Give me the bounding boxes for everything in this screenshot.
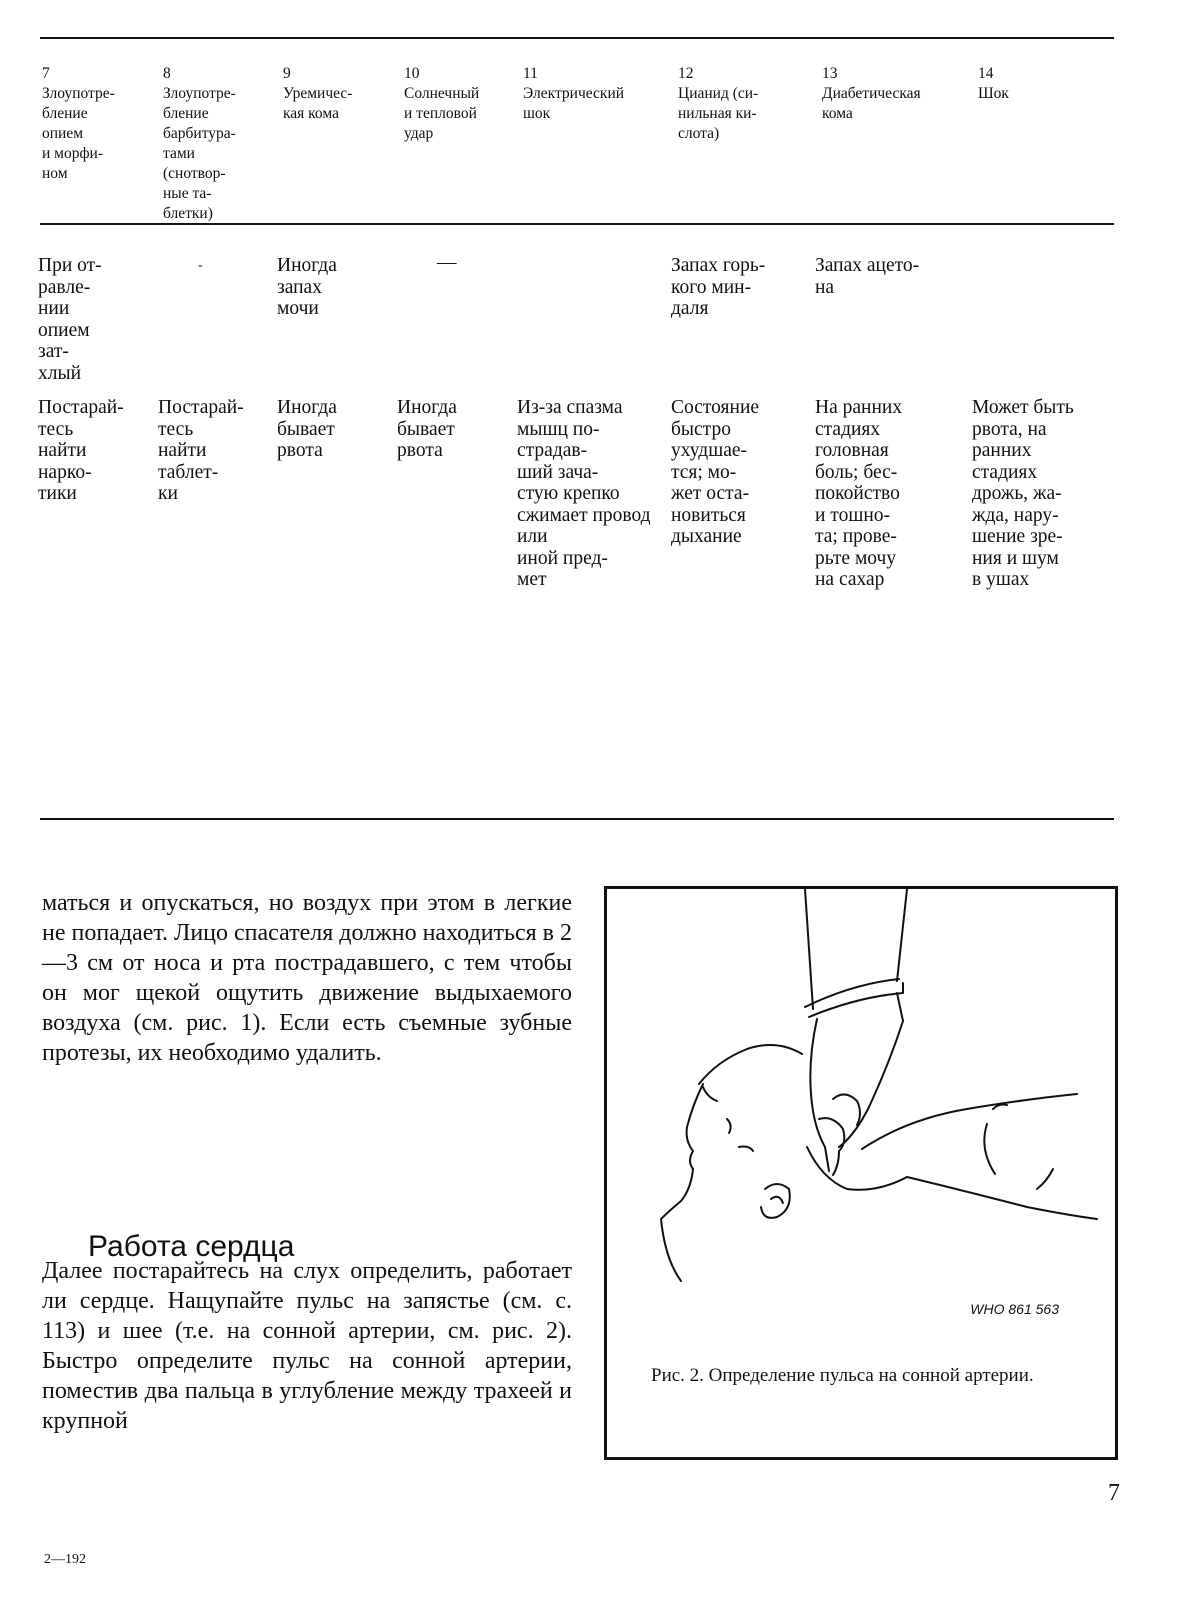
- column-header-13: [822, 44, 972, 124]
- table-cell-row1-col7: При от- равле- нии опием зат- хлый: [38, 255, 102, 384]
- table-cell-row2-col9: Иногда бывает рвота: [277, 397, 337, 461]
- column-title: Диабетическая кома: [822, 85, 921, 122]
- column-header-9: [283, 44, 398, 124]
- column-number: 13: [822, 65, 838, 82]
- column-title: Злоупотре- бление опием и морфи- ном: [42, 85, 115, 182]
- column-title: Уремичес- кая кома: [283, 85, 353, 122]
- column-title: Солнечный и тепловой удар: [404, 85, 480, 142]
- column-number: 11: [523, 65, 538, 82]
- page-number: 7: [1108, 1480, 1120, 1506]
- column-number: 7: [42, 65, 50, 82]
- column-number: 12: [678, 65, 694, 82]
- column-header-8: [163, 44, 278, 224]
- body-paragraph-2: Далее постарайтесь на слух определить, работает ли сердце. Нащупайте пульс на запястье (см. с. 113) и шее (т.е. на сонной артерии, см. рис. 2). Быстро определите пульс на сонной артерии, поместив два пальца в углубление между трахеей и крупной: [42, 1258, 572, 1434]
- footer-signature-code: 2—192: [44, 1552, 86, 1567]
- column-header-11: [523, 44, 673, 124]
- column-title: Электрический шок: [523, 85, 625, 122]
- figure-code: WHO 861 563: [970, 1301, 1059, 1317]
- column-title: Злоупотре- бление барбитура- тами (снотвор- ные та- блетки): [163, 85, 236, 222]
- table-cell-row2-col7: Постарай- тесь найти нарко- тики: [38, 397, 124, 504]
- table-cell-row2-col14: Может быть рвота, на ранних стадиях дрожь, жа- жда, нару- шение зре- ния и шум в ушах: [972, 397, 1074, 590]
- column-number: 14: [978, 65, 994, 82]
- body-paragraph-1: маться и опускаться, но воздух при этом в легкие не попадает. Лицо спасателя должно находиться в 2—3 см от носа и рта пострадавшего, с тем чтобы он мог щекой ощутить движение выдыхаемого воздуха (см. рис. 1). Если есть съемные зубные протезы, их необходимо удалить.: [42, 890, 572, 1066]
- figure-box: [604, 886, 1118, 1460]
- column-title: Цианид (си- нильная ки- слота): [678, 85, 759, 142]
- table-cell-row1-col12: Запах горь- кого мин- даля: [671, 255, 766, 319]
- table-top-rule: [40, 37, 1114, 39]
- column-header-14: [978, 44, 1108, 104]
- section-heading: Работа сердца: [88, 1230, 295, 1263]
- column-number: 9: [283, 65, 291, 82]
- table-cell-row2-col8: Постарай- тесь найти таблет- ки: [158, 397, 244, 504]
- column-number: 10: [404, 65, 420, 82]
- table-cell-row1-col8: -: [198, 258, 203, 273]
- column-number: 8: [163, 65, 171, 82]
- column-header-7: [42, 44, 160, 184]
- carotid-pulse-illustration: [607, 889, 1115, 1289]
- table-cell-row2-col12: Состояние быстро ухудшае- тся; мо- жет оста- новиться дыхание: [671, 397, 760, 547]
- table-cell-row1-col9: Иногда запах мочи: [277, 255, 337, 319]
- table-cell-row1-col13: Запах ацето- на: [815, 255, 920, 298]
- table-bottom-rule: [40, 818, 1114, 820]
- table-cell-row2-col10: Иногда бывает рвота: [397, 397, 457, 461]
- figure-caption: Рис. 2. Определение пульса на сонной артерии.: [651, 1365, 1034, 1386]
- table-cell-row1-col10: —: [437, 252, 457, 273]
- column-title: Шок: [978, 85, 1009, 102]
- column-header-12: [678, 44, 818, 144]
- table-cell-row2-col11: Из-за спазма мышц по- страдав- ший зача- стую крепко сжимает провод или иной пред- мет: [517, 397, 651, 590]
- table-cell-row2-col13: На ранних стадиях головная боль; бес- покойство и тошно- та; прове- рьте мочу на сахар: [815, 397, 903, 590]
- column-header-10: [404, 44, 519, 144]
